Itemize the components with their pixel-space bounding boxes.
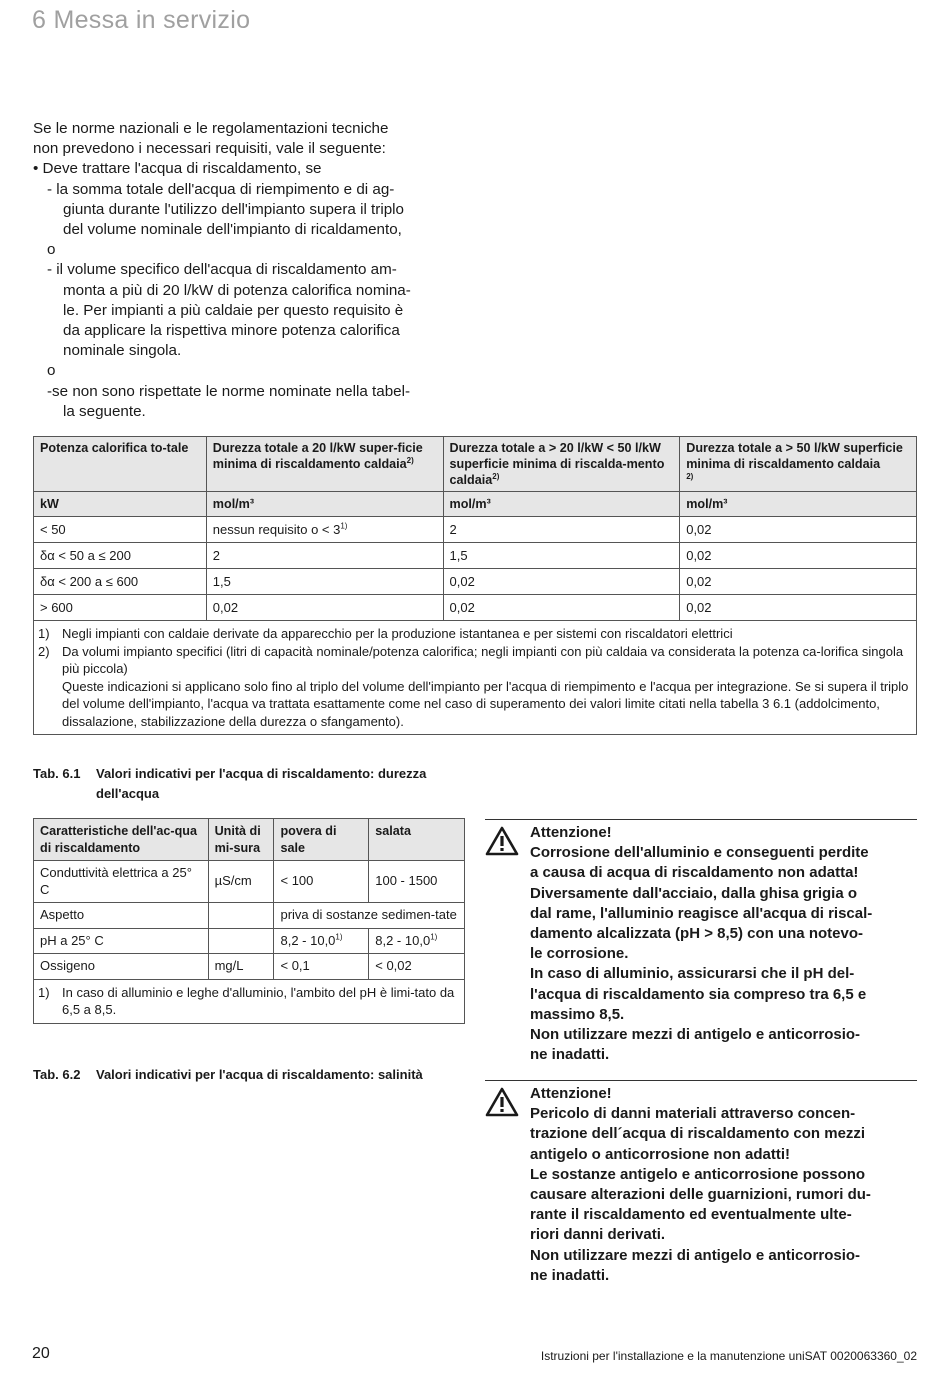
table-cell: mg/L xyxy=(208,954,274,980)
table-cell: 1,5 xyxy=(206,569,443,595)
table-cell: 8,2 - 10,0$^{1)}$ xyxy=(274,928,369,954)
warning-heading: Attenzione! xyxy=(530,1085,612,1102)
table-cell: 0,02 xyxy=(443,569,680,595)
table-cell: 2 xyxy=(443,517,680,543)
warning-line: Non utilizzare mezzi di antigelo e anticorrosio- xyxy=(530,1026,861,1044)
warning-text xyxy=(530,820,917,1065)
table-cell: 0,02 xyxy=(680,543,917,569)
intro-line: giunta durante l'utilizzo dell'impianto supera il triplo xyxy=(63,200,404,218)
intro-line: o xyxy=(47,362,56,380)
unit-header: mol/m³ xyxy=(680,492,917,517)
page-title: 6 Messa in servizio xyxy=(32,6,251,34)
table-header-row xyxy=(34,819,465,861)
column-header: Caratteristiche dell'ac-qua di riscaldamento xyxy=(34,819,209,861)
unit-header: kW xyxy=(34,492,207,517)
warning-text xyxy=(530,1081,917,1286)
hardness-table xyxy=(33,436,917,735)
table-cell: 0,02 xyxy=(680,517,917,543)
table-cell: 8,2 - 10,0$^{1)}$ xyxy=(369,928,465,954)
unit-header: mol/m³ xyxy=(206,492,443,517)
warning-line: l'acqua di riscaldamento sia compreso tra 6,5 e xyxy=(530,985,867,1003)
table-cell: 0,02 xyxy=(206,595,443,621)
warning-line: dal rame, l'alluminio reagisce all'acqua di riscal- xyxy=(530,904,873,922)
column-header: Unità di mi-sura xyxy=(208,819,274,861)
warning-line: trazione dell´acqua di riscaldamento con mezzi xyxy=(530,1125,866,1143)
table-cell: δα < 50 a ≤ 200 xyxy=(34,543,207,569)
intro-line: -se non sono rispettate le norme nominate nella tabel- xyxy=(47,382,411,400)
intro-line: del volume nominale dell'impianto di ricaldamento, xyxy=(63,221,402,239)
column-header: Potenza calorifica to-tale xyxy=(34,437,207,492)
intro-line: la seguente. xyxy=(63,402,146,420)
table-cell: > 600 xyxy=(34,595,207,621)
table-row xyxy=(34,595,917,621)
footer-doc-title: Istruzioni per l'installazione e la manutenzione uniSAT 0020063360_02 xyxy=(540,1349,917,1363)
intro-line: monta a più di 20 l/kW di potenza calorifica nomina- xyxy=(63,281,411,299)
warning-triangle-icon xyxy=(485,826,519,856)
warning-line: riori danni derivati. xyxy=(530,1226,666,1244)
table-cell: < 100 xyxy=(274,861,369,903)
warning-line: massimo 8,5. xyxy=(530,1005,625,1023)
table-cell: Ossigeno xyxy=(34,954,209,980)
intro-line: le. Per impianti a più caldaie per questo requisito è xyxy=(63,301,404,319)
table-cell: 1,5 xyxy=(443,543,680,569)
intro-line: da applicare la rispettiva minore potenza calorifica xyxy=(63,322,400,340)
warning-line: antigelo o anticorrosione non adatti! xyxy=(530,1145,791,1163)
table-notes xyxy=(34,621,917,735)
warning-triangle-icon xyxy=(485,1087,519,1117)
table-cell: 0,02 xyxy=(680,569,917,595)
warning-line: ne inadatti. xyxy=(530,1266,610,1284)
table-row xyxy=(34,517,917,543)
table-cell: 2 xyxy=(206,543,443,569)
footnote: 1) Negli impianti con caldaie derivate da apparecchio per la produzione istantanea e per sistemi con riscaldatori elettrici xyxy=(38,626,733,641)
warning-line: In caso di alluminio, assicurarsi che il pH del- xyxy=(530,965,855,983)
intro-line: o xyxy=(47,241,56,259)
column-header: povera di sale xyxy=(274,819,369,861)
table-cell: < 0,1 xyxy=(274,954,369,980)
warning-line: causare alterazioni delle guarnizioni, rumori du- xyxy=(530,1186,871,1204)
intro-text xyxy=(33,119,473,422)
table-cell xyxy=(208,928,274,954)
warning-line: ne inadatti. xyxy=(530,1046,610,1064)
table-caption: Tab. 6.1 Valori indicativi per l'acqua di riscaldamento: durezza dell'acqua xyxy=(33,766,427,801)
table-row xyxy=(34,569,917,595)
table-unit-row xyxy=(34,492,917,517)
warning-line: a causa di acqua di riscaldamento non adatta! xyxy=(530,864,859,882)
intro-line: - il volume specifico dell'acqua di riscaldamento am- xyxy=(47,261,397,279)
salinity-table xyxy=(33,818,465,1024)
page-number: 20 xyxy=(32,1345,50,1362)
table-cell xyxy=(208,903,274,929)
footnote: Queste indicazioni si applicano solo fino al triplo del volume dell'impianto per l'acqua di riempimento e l'acqua per integrazione. Se si supera il triplo del volume dell'impianto, l'acqua va trattata esattamente come nel caso di superamento dei valori limite citati nella tabella 3 6.1 (addolcimento, dissalazione, stabilizzazione della durezza o sfangamento). xyxy=(62,678,909,729)
warning-line: damento alcalizzata (pH > 8,5) con una notevo- xyxy=(530,925,863,943)
unit-header: mol/m³ xyxy=(443,492,680,517)
table-cell: µS/cm xyxy=(208,861,274,903)
table-cell: < 50 xyxy=(34,517,207,543)
table-cell: nessun requisito $o < 3^{1)}$ xyxy=(206,517,443,543)
table-notes xyxy=(34,979,465,1023)
footnote: 1) In caso di alluminio e leghe d'alluminio, l'ambito del pH è limi-tato da 6,5 a 8,5. xyxy=(38,984,455,1017)
intro-line: - la somma totale dell'acqua di riempimento e di ag- xyxy=(47,180,395,198)
table-cell: 100 - 1500 xyxy=(369,861,465,903)
table-cell: Conduttività elettrica a 25° C xyxy=(34,861,209,903)
warning-heading: Attenzione! xyxy=(530,824,612,841)
column-header: Durezza totale a > 50 l/kW superficie minima di riscaldamento caldaia $^{2)}$ xyxy=(680,437,917,492)
table-notes-row xyxy=(34,979,465,1023)
table-cell: priva di sostanze sedimen-tate xyxy=(274,903,465,929)
footnote: 2) Da volumi impianto specifici (litri di capacità nominale/potenza calorifica; negli impianti con più caldaia va considerata la potenza ca-lorifica singola più piccola) xyxy=(38,643,904,676)
warning-line: Corrosione dell'alluminio e conseguenti perdite xyxy=(530,844,869,862)
table-cell: δα < 200 a ≤ 600 xyxy=(34,569,207,595)
table-row xyxy=(34,543,917,569)
table-row xyxy=(34,928,465,954)
table-row xyxy=(34,861,465,903)
intro-line: Se le norme nazionali e le regolamentazioni tecniche xyxy=(33,120,389,137)
table-notes-row xyxy=(34,621,917,735)
warning-line: Le sostanze antigelo e anticorrosione possono xyxy=(530,1165,866,1183)
warning-line: Non utilizzare mezzi di antigelo e anticorrosio- xyxy=(530,1246,861,1264)
warning-line: le corrosione. xyxy=(530,945,629,963)
table-cell: < 0,02 xyxy=(369,954,465,980)
column-header: Durezza totale a 20 l/kW super-ficie minima di riscaldamento caldaia$^{2)}$ xyxy=(206,437,443,492)
table-row xyxy=(34,903,465,929)
column-header: salata xyxy=(369,819,465,861)
intro-line: • Deve trattare l'acqua di riscaldamento, se xyxy=(33,160,322,178)
warning-block xyxy=(485,1080,917,1286)
table-cell: 0,02 xyxy=(680,595,917,621)
table-cell: pH a 25° C xyxy=(34,928,209,954)
intro-line: non prevedono i necessari requisiti, vale il seguente: xyxy=(33,140,386,158)
warning-line: rante il riscaldamento ed eventualmente ulte- xyxy=(530,1206,852,1224)
warning-line: Diversamente dall'acciaio, dalla ghisa grigia o xyxy=(530,884,858,902)
column-header: Durezza totale a > 20 l/kW < 50 l/kW superficie minima di riscalda-mento caldaia$^{2)}$ xyxy=(443,437,680,492)
table-cell: 0,02 xyxy=(443,595,680,621)
warning-block xyxy=(485,819,917,1065)
table-header-row xyxy=(34,437,917,492)
table-row xyxy=(34,954,465,980)
table-caption: Tab. 6.2 Valori indicativi per l'acqua di riscaldamento: salinità xyxy=(33,1067,423,1082)
warning-line: Pericolo di danni materiali attraverso concen- xyxy=(530,1105,856,1123)
intro-line: nominale singola. xyxy=(63,342,182,360)
table-cell: Aspetto xyxy=(34,903,209,929)
